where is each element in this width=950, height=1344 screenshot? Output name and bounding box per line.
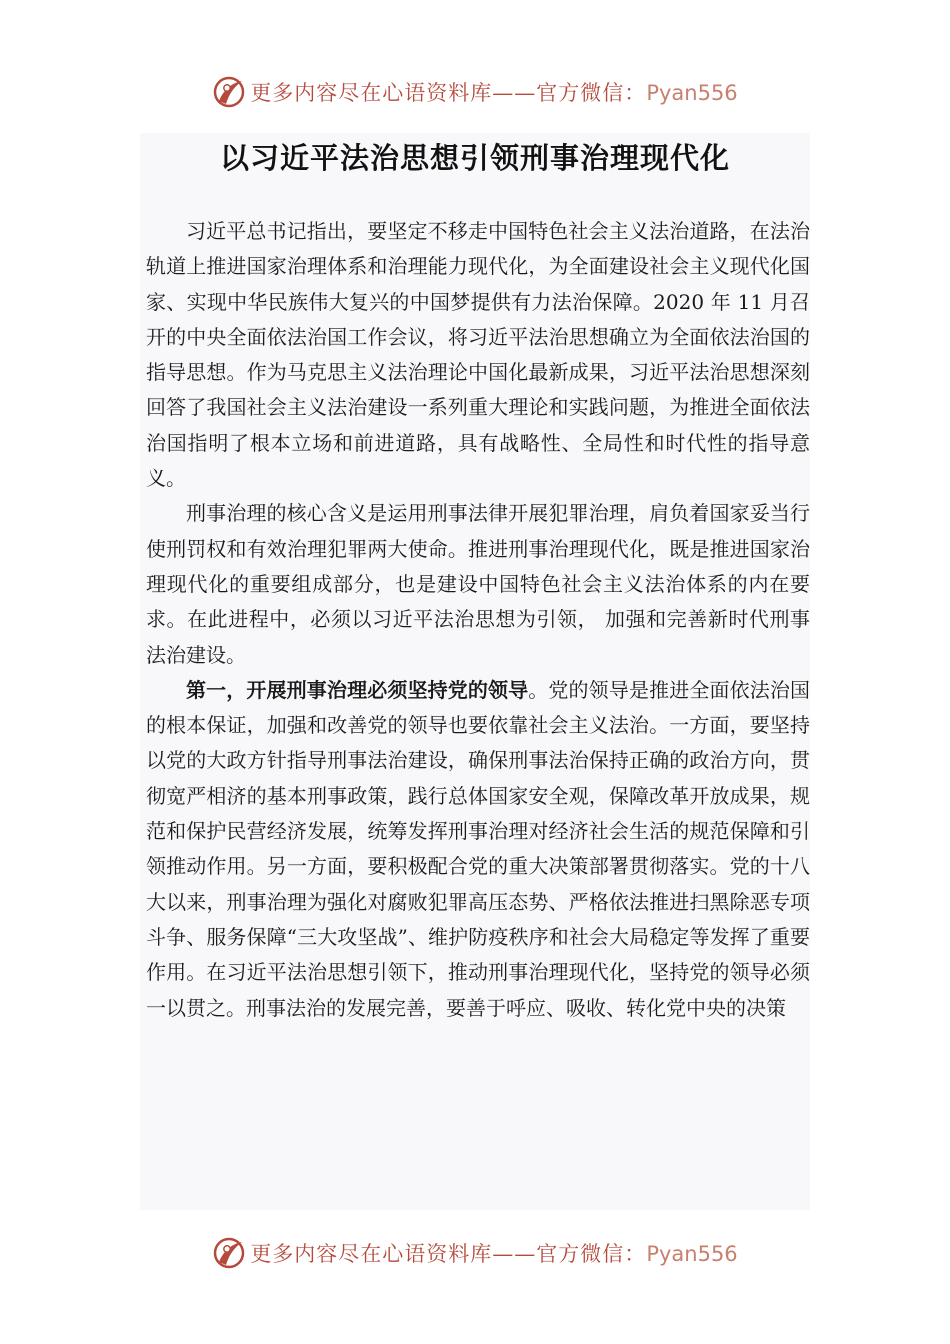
watermark-banner-top <box>0 72 950 112</box>
logo-icon <box>212 1236 246 1270</box>
document-body <box>146 214 810 1026</box>
watermark-text: 更多内容尽在心语资料库——官方微信：Pyan556 <box>250 81 738 105</box>
logo-icon <box>212 75 246 109</box>
paragraph: 第一，开展刑事治理必须坚持党的领导。党的领导是推进全面依法治国的根本保证，加强和改善党的领导也要依靠社会主义法治。一方面，要坚持以党的大政方针指导刑事法治建设，确保刑事法治保持正确的政治方向，贯彻宽严相济的基本刑事政策，践行总体国家安全观，保障改革开放成果，规范和保护民营经济发展，统筹发挥刑事治理对经济社会生活的规范保障和引领推动作用。另一方面，要积极配合党的重大决策部署贯彻落实。党的十八大以来，刑事治理为强化对腐败犯罪高压态势、严格依法推进扫黑除恶专项斗争、服务保障“三大攻坚战”、维护防疫秩序和社会大局稳定等发挥了重要作用。在习近平法治思想引领下，推动刑事治理现代化，坚持党的领导必须一以贯之。刑事法治的发展完善，要善于呼应、吸收、转化党中央的决策 <box>146 677 811 1020</box>
document-title: 以习近平法治思想引领刑事治理现代化 <box>219 141 730 175</box>
paragraph: 刑事治理的核心含义是运用刑事法律开展犯罪治理，肩负着国家妥当行使刑罚权和有效治理犯罪两大使命。推进刑事治理现代化，既是推进国家治理现代化的重要组成部分，也是建设中国特色社会主义法治体系的内在要求。在此进程中，必须以习近平法治思想为引领， 加强和完善新时代刑事法治建设。 <box>146 501 810 667</box>
wechat-id: Pyan556 <box>646 81 738 105</box>
watermark-text: 更多内容尽在心语资料库——官方微信：Pyan556 <box>250 1242 738 1266</box>
watermark-banner-bottom <box>0 1233 950 1273</box>
section-heading: 第一，开展刑事治理必须坚持党的领导 <box>186 677 529 702</box>
wechat-id: Pyan556 <box>646 1242 738 1266</box>
paragraph: 习近平总书记指出，要坚定不移走中国特色社会主义法治道路，在法治轨道上推进国家治理体系和治理能力现代化，为全面建设社会主义现代化国家、实现中华民族伟大复兴的中国梦提供有力法治保障。2020 年 11 月召开的中央全面依法治国工作会议，将习近平法治思想确立为全面依法治国的指导思想。作为马克思主义法治理论中国化最新成果，习近平法治思想深刻回答了我国社会主义法治建设一系列重大理论和实践问题，为推进全面依法治国指明了根本立场和前进道路，具有战略性、全局性和时代性的指导意义。 <box>146 219 810 491</box>
